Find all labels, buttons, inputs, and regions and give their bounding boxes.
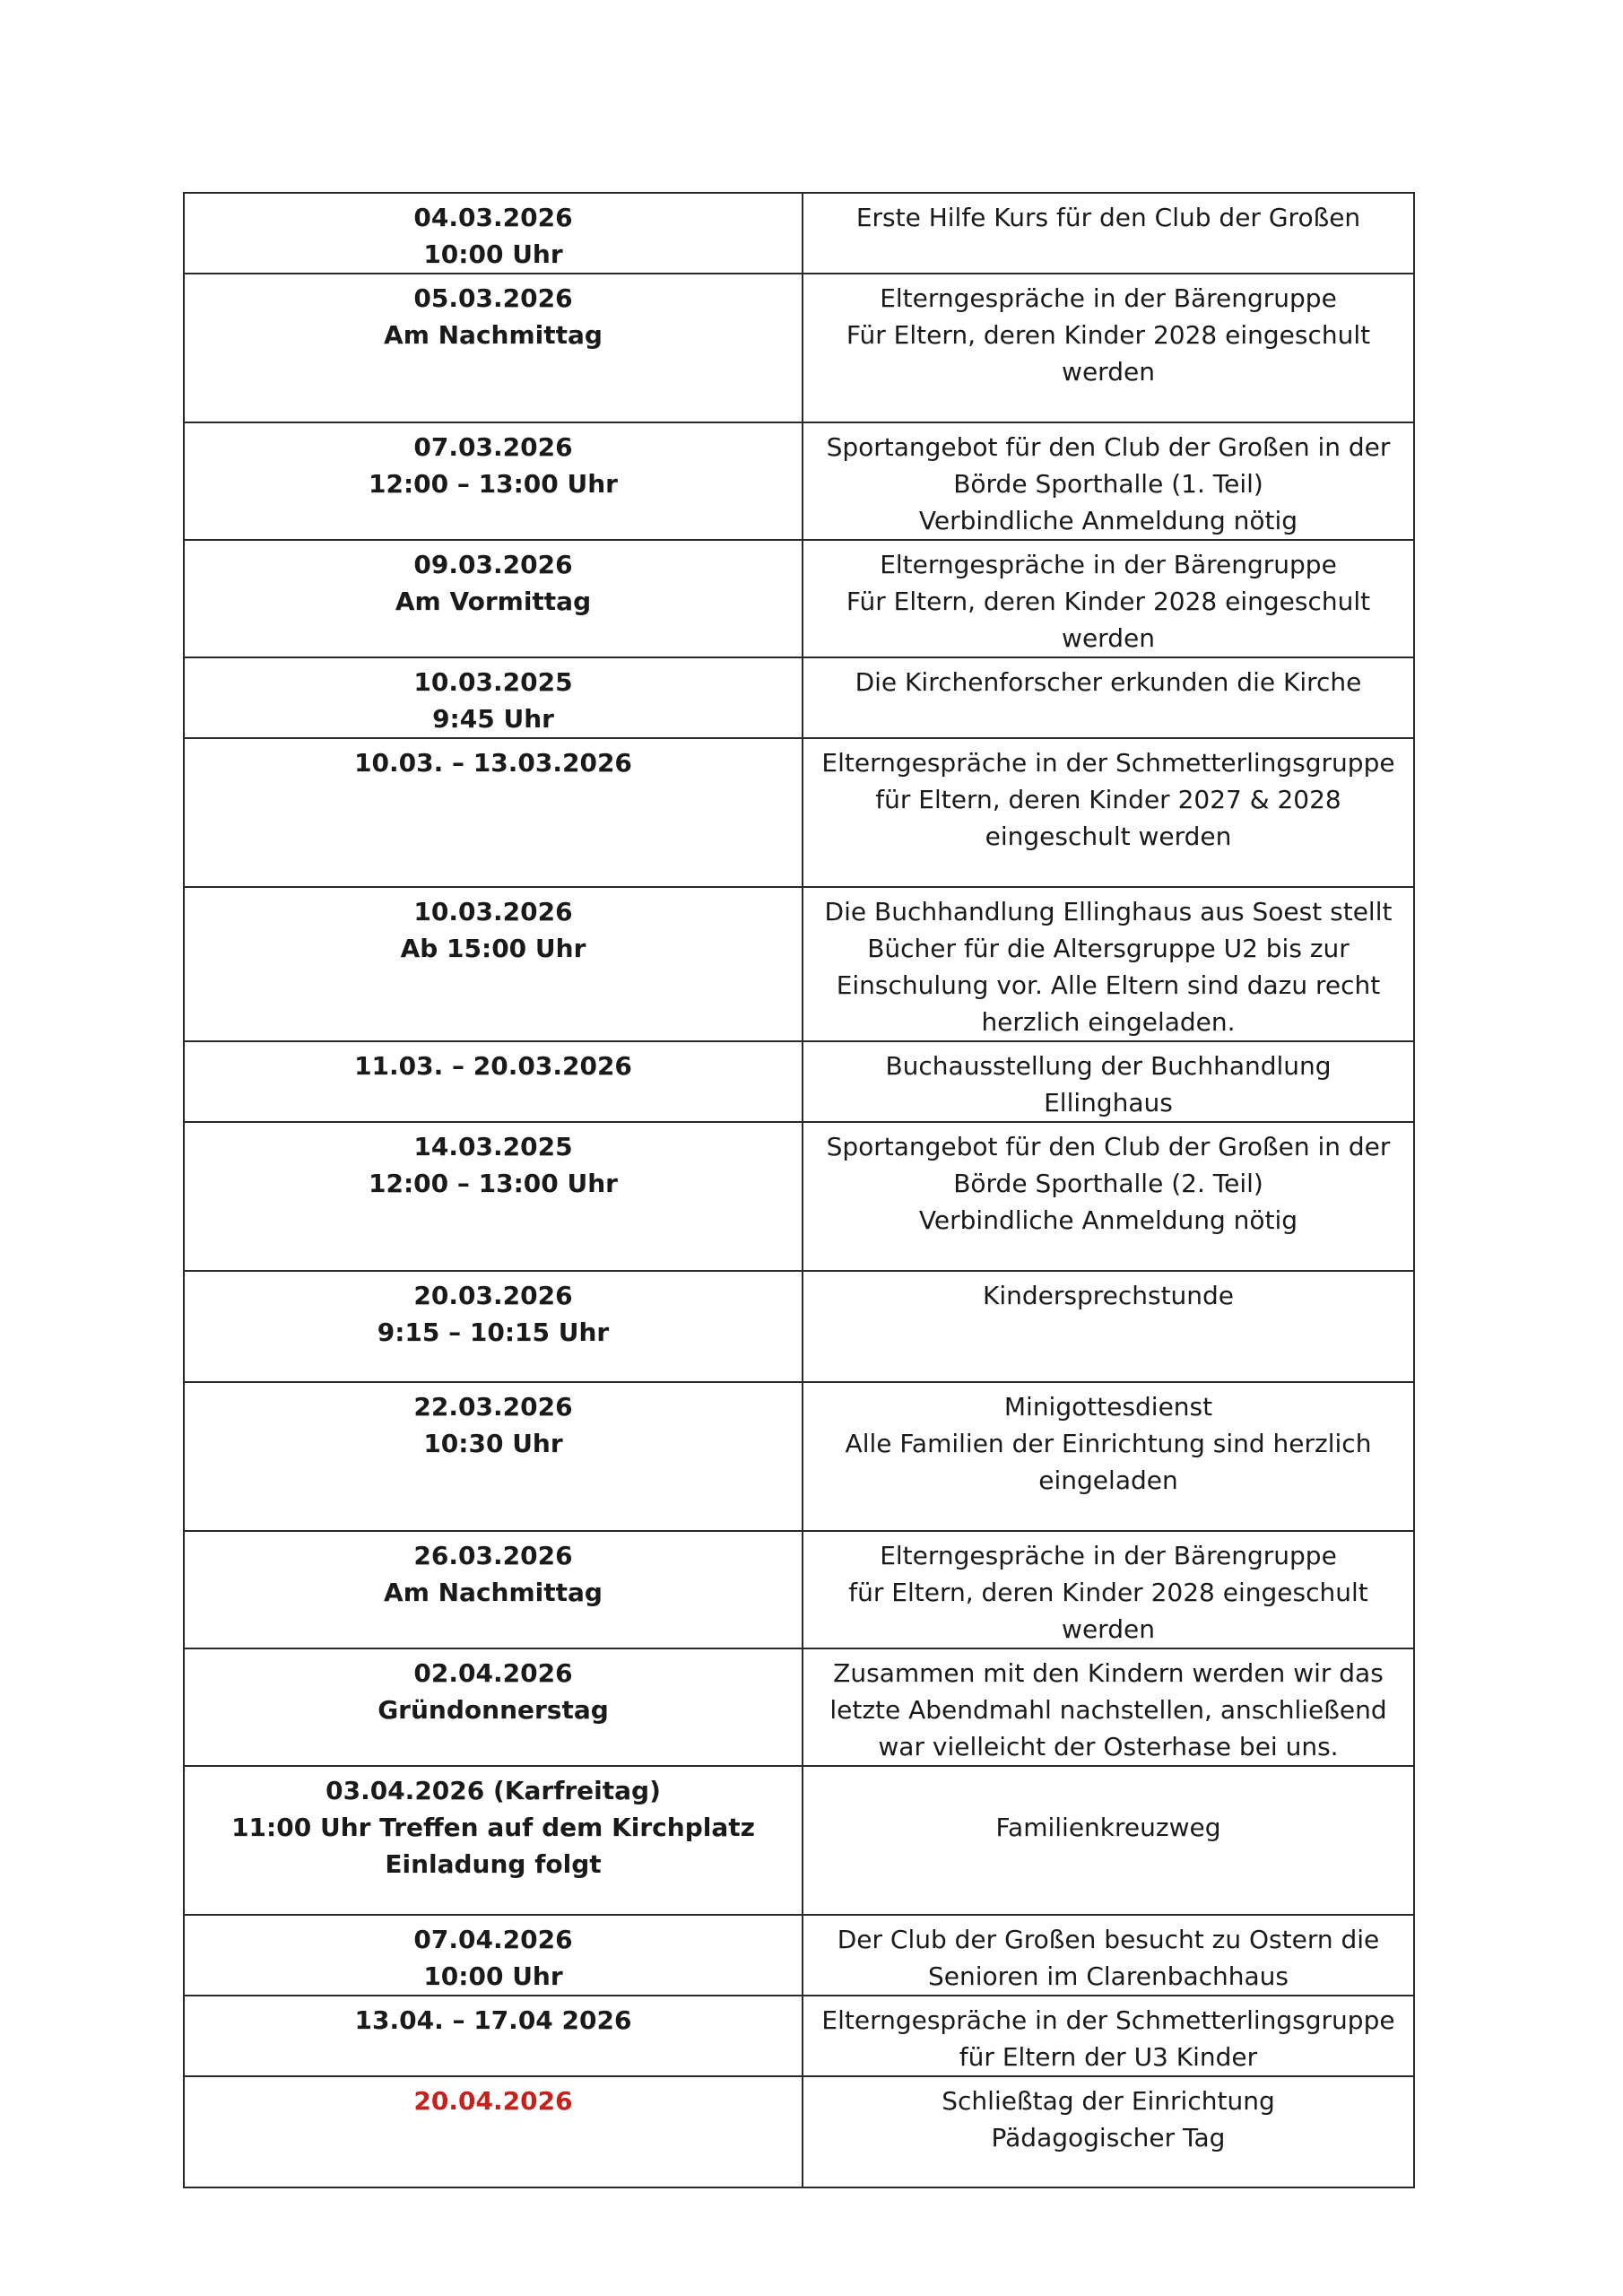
time-line: 12:00 – 13:00 Uhr <box>369 469 618 499</box>
description-line: für Eltern, deren Kinder 2027 & 2028 <box>875 785 1341 814</box>
description-line: Für Eltern, deren Kinder 2028 eingeschult <box>846 320 1371 350</box>
date-line: 09.03.2026 <box>413 550 573 579</box>
time-line: 10:30 Uhr <box>423 1429 563 1458</box>
description-cell <box>803 1648 1414 1766</box>
date-line: 10.03.2026 <box>413 897 573 926</box>
description-line: Der Club der Großen besucht zu Ostern die <box>837 1925 1380 1954</box>
date-cell <box>184 1382 803 1531</box>
date-range-line: 13.04. – 17.04 2026 <box>354 2005 632 2035</box>
date-line: 07.04.2026 <box>413 1925 573 1954</box>
date-cell <box>184 1915 803 1996</box>
date-cell <box>184 422 803 540</box>
table-row <box>184 2076 1414 2187</box>
description-cell <box>803 2076 1414 2187</box>
date-range-line: 10.03. – 13.03.2026 <box>354 748 632 778</box>
date-cell <box>184 193 803 274</box>
date-line: 20.03.2026 <box>413 1281 573 1310</box>
description-cell <box>803 1382 1414 1531</box>
table-row <box>184 1382 1414 1531</box>
description-line: eingeschult werden <box>985 822 1232 851</box>
table-row <box>184 540 1414 657</box>
description-cell <box>803 1766 1414 1915</box>
table-row <box>184 1996 1414 2076</box>
description-line: war vielleicht der Osterhase bei uns. <box>878 1732 1339 1761</box>
date-cell <box>184 1122 803 1271</box>
time-line: 12:00 – 13:00 Uhr <box>369 1169 618 1198</box>
table-row <box>184 422 1414 540</box>
table-row <box>184 1271 1414 1382</box>
description-line: werden <box>1062 623 1155 653</box>
date-line: 10.03.2025 <box>413 667 573 697</box>
description-line: Sportangebot für den Club der Großen in der <box>826 1132 1391 1161</box>
description-cell <box>803 738 1414 887</box>
description-line: werden <box>1062 357 1155 387</box>
date-cell <box>184 1766 803 1915</box>
table-row <box>184 887 1414 1041</box>
description-cell <box>803 1996 1414 2076</box>
table-row <box>184 738 1414 887</box>
description-line: Bücher für die Altersgruppe U2 bis zur <box>867 934 1350 963</box>
time-line: 10:00 Uhr <box>423 239 563 269</box>
table-row <box>184 1915 1414 1996</box>
date-line: 04.03.2026 <box>413 203 573 232</box>
date-line: 03.04.2026 (Karfreitag) <box>325 1776 661 1805</box>
date-range-line: 11.03. – 20.03.2026 <box>354 1051 632 1081</box>
time-line: Ab 15:00 Uhr <box>400 934 586 963</box>
description-cell <box>803 1915 1414 1996</box>
time-line: Am Nachmittag <box>384 1578 603 1607</box>
description-line: Minigottesdienst <box>1003 1392 1213 1422</box>
date-cell <box>184 1996 803 2076</box>
time-line: Am Nachmittag <box>384 320 603 350</box>
description-line: Erste Hilfe Kurs für den Club der Großen <box>855 203 1361 232</box>
description-cell <box>803 1531 1414 1648</box>
description-line: Verbindliche Anmeldung nötig <box>918 506 1298 535</box>
description-line: Börde Sporthalle (2. Teil) <box>953 1169 1263 1198</box>
date-cell <box>184 738 803 887</box>
table-row <box>184 274 1414 422</box>
table-row <box>184 1766 1414 1915</box>
time-line: 11:00 Uhr Treffen auf dem Kirchplatz <box>231 1813 755 1842</box>
schedule-table <box>183 192 1415 2188</box>
table-row <box>184 1122 1414 1271</box>
date-cell <box>184 1531 803 1648</box>
description-cell <box>803 887 1414 1041</box>
description-line: Elterngespräche in der Bärengruppe <box>880 1541 1337 1570</box>
description-line: Für Eltern, deren Kinder 2028 eingeschult <box>846 587 1371 616</box>
description-cell <box>803 1271 1414 1382</box>
time-line: Am Vormittag <box>395 587 592 616</box>
date-cell <box>184 887 803 1041</box>
date-cell <box>184 1041 803 1122</box>
description-line: Elterngespräche in der Bärengruppe <box>880 550 1337 579</box>
date-cell <box>184 2076 803 2187</box>
description-line: Elterngespräche in der Schmetterlingsgruppe <box>821 2005 1395 2035</box>
description-line: werden <box>1062 1614 1155 1644</box>
date-line: 07.03.2026 <box>413 432 573 462</box>
description-line: Die Kirchenforscher erkunden die Kirche <box>855 667 1362 697</box>
description-line: für Eltern, deren Kinder 2028 eingeschult <box>848 1578 1368 1607</box>
description-line: Buchausstellung der Buchhandlung Ellinghaus <box>885 1051 1332 1118</box>
table-row <box>184 657 1414 738</box>
time-line: 9:45 Uhr <box>432 704 554 734</box>
description-line: letzte Abendmahl nachstellen, anschließend <box>829 1695 1387 1725</box>
description-line: eingeladen <box>1038 1465 1178 1495</box>
date-cell <box>184 657 803 738</box>
date-cell <box>184 1271 803 1382</box>
table-row <box>184 1531 1414 1648</box>
description-cell <box>803 422 1414 540</box>
date-cell <box>184 274 803 422</box>
description-line: für Eltern der U3 Kinder <box>959 2042 1258 2072</box>
date-cell <box>184 1648 803 1766</box>
description-line: Elterngespräche in der Schmetterlingsgruppe <box>821 748 1395 778</box>
date-cell <box>184 540 803 657</box>
date-line: 22.03.2026 <box>413 1392 573 1422</box>
description-line: Schließtag der Einrichtung <box>942 2086 1275 2116</box>
description-line: Kindersprechstunde <box>982 1281 1235 1310</box>
time-line: 10:00 Uhr <box>423 1961 563 1991</box>
date-line: 14.03.2025 <box>413 1132 573 1161</box>
description-line: Verbindliche Anmeldung nötig <box>918 1205 1298 1235</box>
date-line: 05.03.2026 <box>413 283 573 313</box>
description-cell <box>803 193 1414 274</box>
closing-date-line: 20.04.2026 <box>413 2086 573 2116</box>
description-line: Sportangebot für den Club der Großen in der <box>826 432 1391 462</box>
table-row <box>184 1041 1414 1122</box>
description-cell <box>803 274 1414 422</box>
day-line: Gründonnerstag <box>378 1695 609 1725</box>
description-line: herzlich eingeladen. <box>981 1007 1236 1037</box>
description-cell <box>803 540 1414 657</box>
note-line: Einladung folgt <box>385 1849 602 1879</box>
date-line: 02.04.2026 <box>413 1658 573 1688</box>
description-line: Börde Sporthalle (1. Teil) <box>953 469 1263 499</box>
description-line: Familienkreuzweg <box>995 1813 1221 1842</box>
description-cell <box>803 1041 1414 1122</box>
description-cell <box>803 1122 1414 1271</box>
description-line: Senioren im Clarenbachhaus <box>927 1961 1289 1991</box>
description-line: Pädagogischer Tag <box>991 2123 1226 2152</box>
table-row <box>184 1648 1414 1766</box>
description-line: Alle Familien der Einrichtung sind herzlich <box>845 1429 1372 1458</box>
description-line: Zusammen mit den Kindern werden wir das <box>833 1658 1384 1688</box>
date-line: 26.03.2026 <box>413 1541 573 1570</box>
description-line: Elterngespräche in der Bärengruppe <box>880 283 1337 313</box>
time-line: 9:15 – 10:15 Uhr <box>377 1318 610 1347</box>
description-line: Einschulung vor. Alle Eltern sind dazu recht <box>836 970 1381 1000</box>
table-row <box>184 193 1414 274</box>
description-line: Die Buchhandlung Ellinghaus aus Soest stellt <box>824 897 1393 926</box>
description-cell <box>803 657 1414 738</box>
